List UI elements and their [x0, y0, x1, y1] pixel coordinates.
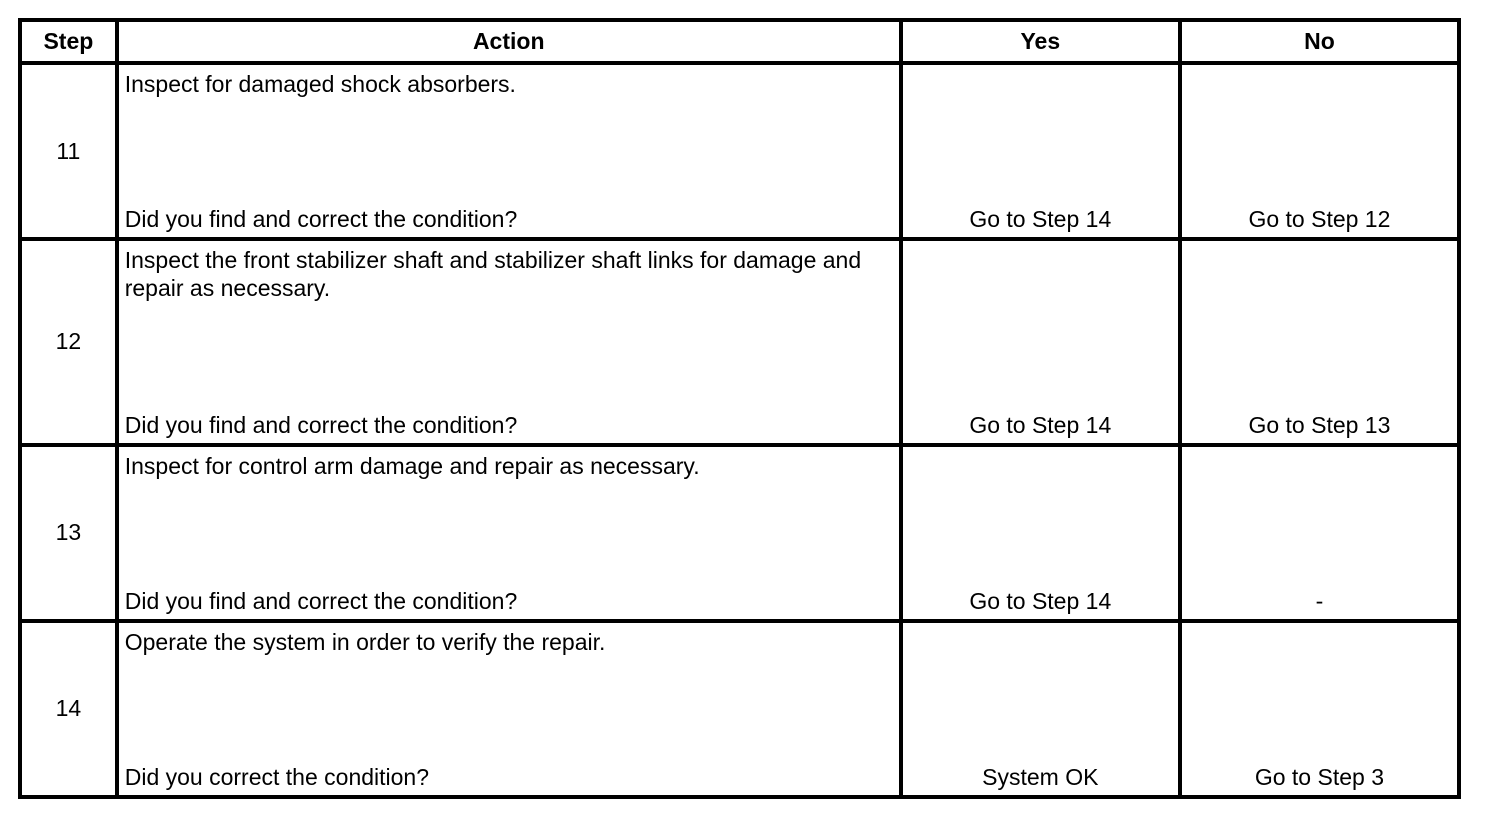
- step-number: 11: [20, 63, 117, 239]
- no-result: Go to Step 13: [1248, 411, 1391, 438]
- table-row-step-12: [20, 239, 1459, 445]
- no-cell: [1180, 621, 1459, 797]
- action-instruction: Inspect for control arm damage and repair as necessary.: [124, 452, 700, 479]
- table-row-step-14: [20, 621, 1459, 797]
- yes-cell: [901, 63, 1180, 239]
- diagnostic-table: [18, 18, 1461, 799]
- action-cell: [117, 239, 901, 445]
- step-number: 13: [20, 445, 117, 621]
- yes-result: System OK: [982, 764, 1099, 790]
- no-cell: [1180, 63, 1459, 239]
- action-instruction: Inspect the front stabilizer shaft and stabilizer shaft links for damage and repair as necessary.: [124, 247, 862, 302]
- header-action: Action: [117, 20, 901, 63]
- no-result: Go to Step 12: [1248, 206, 1391, 233]
- action-question: Did you find and correct the condition?: [124, 587, 518, 614]
- yes-result: Go to Step 14: [969, 206, 1112, 233]
- action-question: Did you find and correct the condition?: [124, 206, 518, 233]
- yes-result: Go to Step 14: [969, 411, 1112, 438]
- no-result: -: [1315, 587, 1324, 614]
- action-question: Did you find and correct the condition?: [124, 411, 518, 438]
- step-number: 12: [20, 239, 117, 445]
- header-no: No: [1180, 20, 1459, 63]
- yes-cell: [901, 621, 1180, 797]
- header-yes: Yes: [901, 20, 1180, 63]
- header-step: Step: [20, 20, 117, 63]
- yes-cell: [901, 445, 1180, 621]
- action-cell: [117, 63, 901, 239]
- action-instruction: Inspect for damaged shock absorbers.: [124, 71, 516, 97]
- table-row-step-13: [20, 445, 1459, 621]
- yes-result: Go to Step 14: [969, 587, 1112, 614]
- step-number: 14: [20, 621, 117, 797]
- no-cell: [1180, 445, 1459, 621]
- header-row: [20, 20, 1459, 63]
- table-row-step-11: [20, 63, 1459, 239]
- action-instruction: Operate the system in order to verify the repair.: [124, 628, 606, 655]
- no-cell: [1180, 239, 1459, 445]
- no-result: Go to Step 3: [1254, 764, 1384, 790]
- action-cell: [117, 445, 901, 621]
- yes-cell: [901, 239, 1180, 445]
- action-cell: [117, 621, 901, 797]
- action-question: Did you correct the condition?: [124, 764, 430, 790]
